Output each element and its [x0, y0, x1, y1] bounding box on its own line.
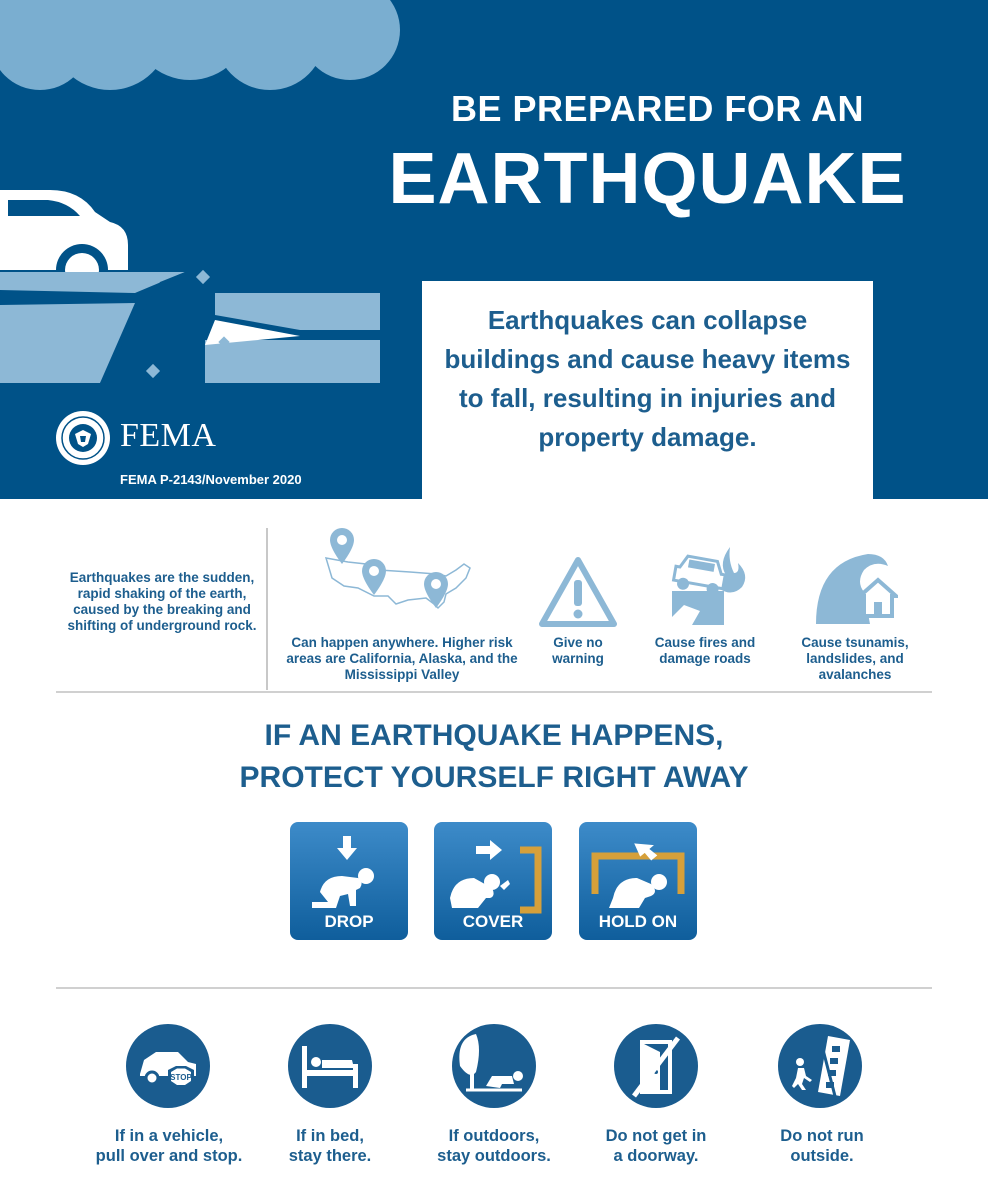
drop-tile: [290, 822, 408, 940]
title-line-2: EARTHQUAKE: [388, 139, 907, 219]
fact-no-warning: Give no warning: [552, 635, 604, 666]
cover-tile: [434, 822, 552, 940]
tip-doorway: [586, 1126, 726, 1166]
broken-road-icon: [0, 270, 380, 383]
wave-house-icon: [812, 552, 898, 626]
tip-outdoors-line-2: stay outdoors.: [437, 1147, 551, 1165]
car-fire-road-icon: [662, 545, 750, 627]
fema-logo-text: FEMA: [120, 417, 217, 454]
horizontal-divider-bottom: [56, 987, 932, 989]
fact-fires-roads: Cause fires and damage roads: [654, 635, 756, 666]
cloud-icon: [0, 0, 400, 90]
tip-bed: [260, 1126, 400, 1166]
tip-run-outside-line-1: Do not run: [780, 1127, 864, 1145]
svg-text:STOP: STOP: [170, 1073, 192, 1082]
bed-icon: [288, 1024, 372, 1108]
drop-label: DROP: [324, 912, 374, 931]
tip-outdoors-line-1: If outdoors,: [448, 1127, 540, 1145]
fact-anywhere: Can happen anywhere. Higher risk areas are California, Alaska, and the Mississippi Valley: [286, 635, 518, 682]
tip-bed-line-2: stay there.: [288, 1147, 372, 1165]
vertical-divider: [266, 528, 268, 690]
vehicle-stop-icon: [126, 1024, 210, 1108]
warning-triangle-icon: [538, 556, 618, 628]
tip-vehicle-line-1: If in a vehicle,: [114, 1127, 224, 1145]
tip-bed-line-1: If in bed,: [296, 1127, 364, 1145]
horizontal-divider-top: [56, 691, 932, 693]
tip-vehicle: [84, 1126, 254, 1166]
hold-on-label: HOLD ON: [598, 912, 678, 931]
dhs-seal-icon: [55, 410, 111, 466]
protect-heading: [100, 715, 888, 799]
protect-heading-line-1: IF AN EARTHQUAKE HAPPENS,: [264, 719, 724, 752]
protect-heading-line-2: PROTECT YOURSELF RIGHT AWAY: [239, 761, 749, 794]
earthquake-definition: Earthquakes are the sudden, rapid shaking of the earth, caused by the breaking and shifting of underground rock.: [67, 570, 257, 633]
publication-number: FEMA P-2143/November 2020: [120, 472, 302, 487]
no-doorway-icon: [614, 1024, 698, 1108]
tip-run-outside-line-2: outside.: [790, 1147, 854, 1165]
us-map-pins-icon: [318, 528, 476, 612]
cover-label: COVER: [462, 912, 524, 931]
outdoors-tree-icon: [452, 1024, 536, 1108]
tip-doorway-line-1: Do not get in: [605, 1127, 707, 1145]
tip-outdoors: [424, 1126, 564, 1166]
tip-run-outside: [752, 1126, 892, 1166]
no-run-outside-icon: [778, 1024, 862, 1108]
tip-vehicle-line-2: pull over and stop.: [95, 1147, 243, 1165]
intro-text: Earthquakes can collapse buildings and cause heavy items to fall, resulting in injuries and property damage.: [444, 305, 851, 452]
header-banner: [0, 0, 988, 499]
intro-box: [422, 281, 873, 499]
tip-doorway-line-2: a doorway.: [613, 1147, 699, 1165]
fact-tsunamis: Cause tsunamis, landslides, and avalanches: [801, 635, 909, 682]
hold-on-tile: [579, 822, 697, 940]
title-line-1: BE PREPARED FOR AN: [450, 88, 865, 129]
